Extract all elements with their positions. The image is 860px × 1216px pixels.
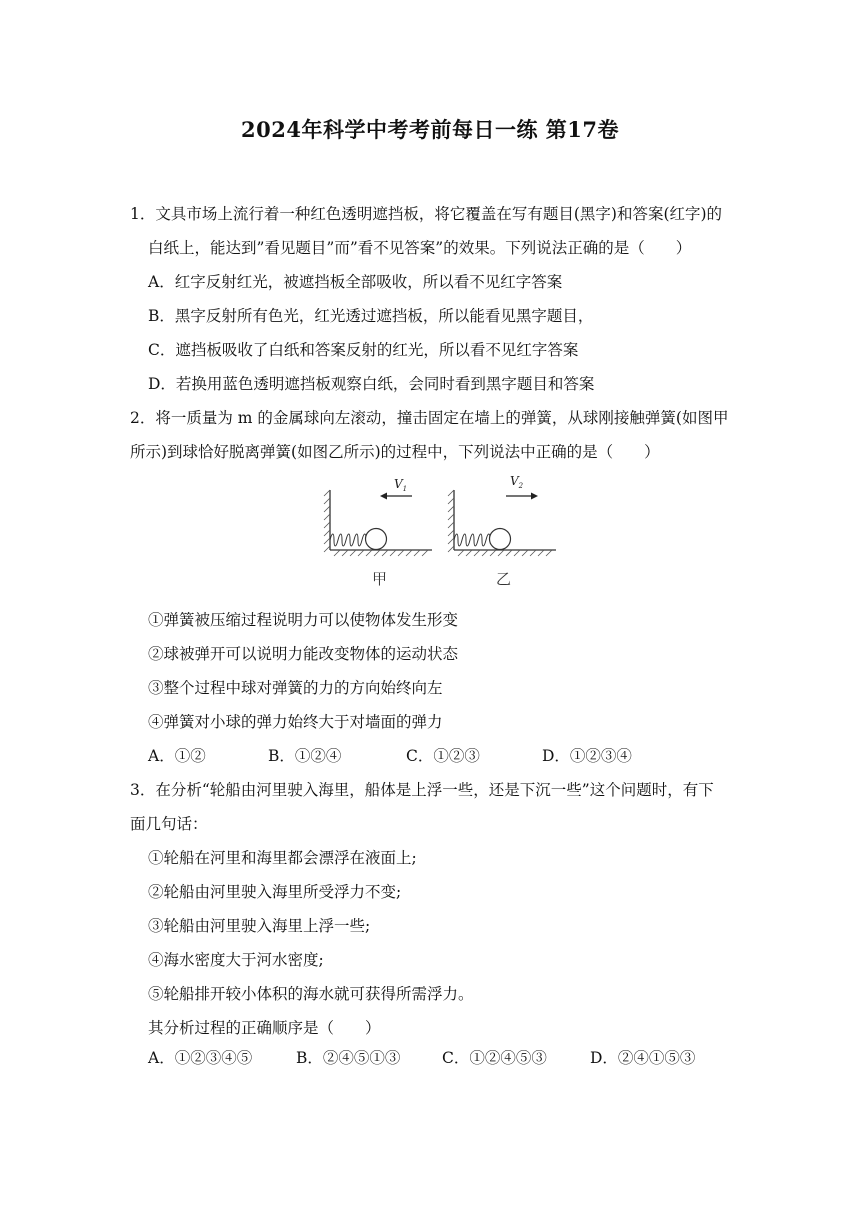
q2-statement-2: ②球被弹开可以说明力能改变物体的运动状态 — [148, 645, 459, 663]
q3-option-d: D．②④①⑤③ — [590, 1049, 696, 1067]
q2-option-c: C．①②③ — [406, 747, 480, 765]
q2-stem-line1: 2．将一质量为 m 的金属球向左滚动，撞击固定在墙上的弹簧，从球刚接触弹簧(如图甲 — [130, 409, 729, 427]
q3-option-a: A．①②③④⑤ — [148, 1049, 253, 1067]
q2-statement-1: ①弹簧被压缩过程说明力可以使物体发生形变 — [148, 611, 459, 629]
figure-label-jia: 甲 — [372, 570, 388, 588]
q3-stem-line2: 面几句话： — [130, 815, 208, 833]
q3-option-c: C．①②④⑤③ — [442, 1049, 547, 1067]
v1-label: $V_1$ — [394, 477, 408, 493]
q3-statement-2: ②轮船由河里驶入海里所受浮力不变; — [148, 883, 402, 901]
spring-ball-figure — [320, 468, 560, 596]
q2-statement-3: ③整个过程中球对弹簧的力的方向始终向左 — [148, 679, 443, 697]
figure-panel-jia — [324, 477, 432, 588]
q3-statement-3: ③轮船由河里驶入海里上浮一些; — [148, 917, 371, 935]
q1-option-c: C．遮挡板吸收了白纸和答案反射的红光，所以看不见红字答案 — [148, 341, 579, 359]
q1-option-d: D．若换用蓝色透明遮挡板观察白纸，会同时看到黑字题目和答案 — [148, 375, 595, 393]
q1-option-b: B．黑字反射所有色光，红光透过遮挡板，所以能看见黑字题目， — [148, 307, 594, 325]
v2-label: $V_2$ — [510, 474, 524, 490]
q2-option-a: A．①② — [148, 747, 206, 765]
page-title: 2024年科学中考考前每日一练 第17卷 — [241, 117, 619, 142]
q2-option-d: D．①②③④ — [542, 747, 632, 765]
q3-statement-1: ①轮船在河里和海里都会漂浮在液面上; — [148, 849, 417, 867]
q2-option-b: B．①②④ — [268, 747, 342, 765]
q1-option-a: A．红字反射红光，被遮挡板全部吸收，所以看不见红字答案 — [148, 273, 563, 291]
q3-prompt: 其分析过程的正确顺序是（ ） — [148, 1019, 381, 1037]
q1-stem-line2: 白纸上，能达到”看见题目”而”看不见答案”的效果。下列说法正确的是（ ） — [148, 239, 692, 257]
figure-label-yi: 乙 — [496, 570, 512, 588]
q1-stem-line1: 1．文具市场上流行着一种红色透明遮挡板，将它覆盖在写有题目(黑字)和答案(红字)的 — [130, 205, 723, 223]
q3-option-b: B．②④⑤①③ — [296, 1049, 401, 1067]
q3-statement-5: ⑤轮船排开较小体积的海水就可获得所需浮力。 — [148, 985, 474, 1003]
q2-stem-line2: 所示)到球恰好脱离弹簧(如图乙所示)的过程中，下列说法中正确的是（ ） — [130, 443, 660, 461]
q2-statement-4: ④弹簧对小球的弹力始终大于对墙面的弹力 — [148, 713, 443, 731]
figure-panel-yi — [448, 474, 556, 588]
q3-stem-line1: 3．在分析“轮船由河里驶入海里，船体是上浮一些，还是下沉一些”这个问题时，有下 — [130, 781, 714, 799]
q3-statement-4: ④海水密度大于河水密度; — [148, 951, 324, 969]
